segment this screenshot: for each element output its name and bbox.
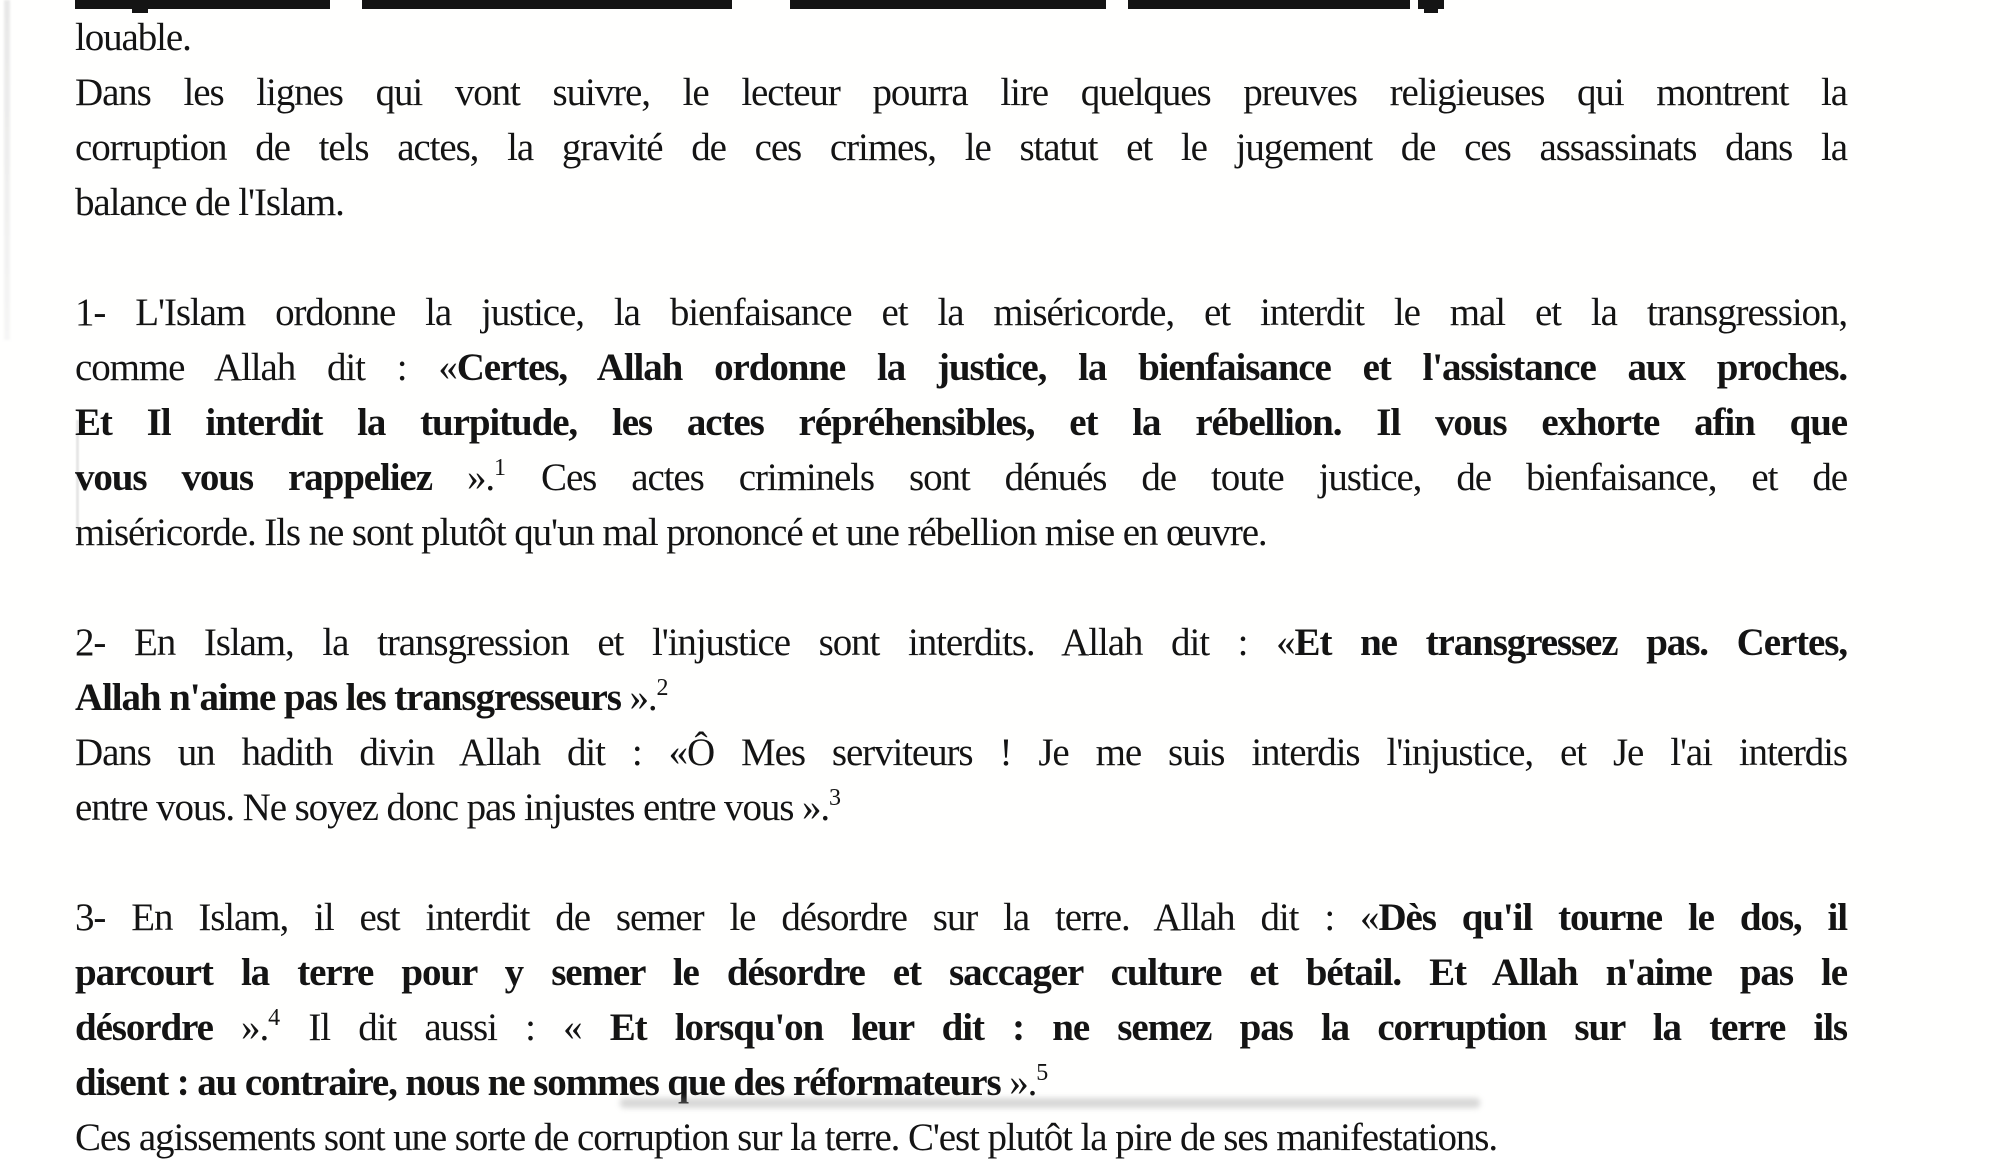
text-line [75, 725, 1847, 780]
footnote-marker: 5 [1036, 1060, 1049, 1086]
blank-line [75, 230, 1847, 285]
footnote-marker: 3 [829, 785, 842, 811]
text-line [75, 340, 1847, 395]
text-segment: Ces agissements sont une sorte de corruption sur la terre. C'est plutôt la pire de ses manifestations. [75, 1116, 1497, 1159]
text-line [75, 450, 1847, 505]
text-line [75, 120, 1847, 175]
text-line [75, 670, 1847, 725]
blank-line [75, 835, 1847, 890]
text-segment: comme Allah dit : « [75, 346, 457, 389]
text-line [75, 10, 1847, 65]
text-line [75, 285, 1847, 340]
text-segment: Allah n'aime pas les transgresseurs [75, 676, 621, 719]
text-segment: vous vous rappeliez [75, 456, 432, 499]
text-line [75, 505, 1847, 560]
text-segment: parcourt la terre pour y semer le désordre et saccager culture et bétail. Et Allah n'aime pas le [75, 951, 1847, 994]
text-segment: balance de l'Islam. [75, 181, 344, 224]
text-segment: ». [620, 676, 657, 719]
text-segment: ». [431, 456, 494, 499]
text-segment: Et ne transgressez pas. Certes, [1294, 621, 1847, 664]
text-line [75, 395, 1847, 450]
text-segment: Dès qu'il tourne le dos, il [1378, 896, 1847, 939]
text-line [75, 780, 1847, 835]
text-segment: désordre [75, 1006, 213, 1049]
text-line [75, 945, 1847, 1000]
text-segment: louable. [75, 16, 191, 59]
text-line [75, 1110, 1847, 1165]
clipped-text-line-bottom [620, 1098, 1480, 1108]
text-segment: miséricorde. Ils ne sont plutôt qu'un mal prononcé et une rébellion mise en œuvre. [75, 511, 1267, 554]
text-segment: corruption de tels actes, la gravité de ces crimes, le statut et le jugement de ces assassinats dans la [75, 126, 1847, 169]
text-segment: Il dit aussi : « [280, 1006, 610, 1049]
text-segment: 1- L'Islam ordonne la justice, la bienfaisance et la miséricorde, et interdit le mal et la transgression, [75, 291, 1847, 334]
document-text [75, 10, 1847, 1165]
footnote-marker: 1 [494, 455, 506, 481]
text-segment: Dans les lignes qui vont suivre, le lecteur pourra lire quelques preuves religieuses qui montrent la [75, 71, 1847, 114]
text-segment: 3- En Islam, il est interdit de semer le désordre sur la terre. Allah dit : « [75, 896, 1379, 939]
text-segment: Et lorsqu'on leur dit : ne semez pas la corruption sur la terre ils [609, 1006, 1848, 1049]
text-segment: Certes, Allah ordonne la justice, la bienfaisance et l'assistance aux proches. [456, 346, 1847, 389]
blank-line [75, 560, 1847, 615]
text-segment: ». [212, 1006, 269, 1049]
text-line [75, 175, 1847, 230]
text-segment: Et Il interdit la turpitude, les actes répréhensibles, et la rébellion. Il vous exhorte afin que [75, 401, 1847, 444]
footnote-marker: 4 [268, 1005, 281, 1031]
text-line [75, 1000, 1847, 1055]
scan-edge-artifact [4, 0, 10, 340]
text-segment: entre vous. Ne soyez donc pas injustes entre vous ». [75, 786, 830, 829]
text-line [75, 890, 1847, 945]
text-segment: Ces actes criminels sont dénués de toute justice, de bienfaisance, et de [506, 456, 1847, 499]
text-line [75, 65, 1847, 120]
text-segment: ». [1000, 1061, 1037, 1104]
text-segment: disent : au contraire, nous ne sommes que des réformateurs [75, 1061, 1001, 1104]
footnote-marker: 2 [656, 675, 669, 701]
text-segment: 2- En Islam, la transgression et l'injustice sont interdits. Allah dit : « [75, 621, 1295, 664]
text-line [75, 615, 1847, 670]
text-segment: Dans un hadith divin Allah dit : «Ô Mes serviteurs ! Je me suis interdis l'injustice, et Je l'ai interdis [75, 731, 1847, 774]
